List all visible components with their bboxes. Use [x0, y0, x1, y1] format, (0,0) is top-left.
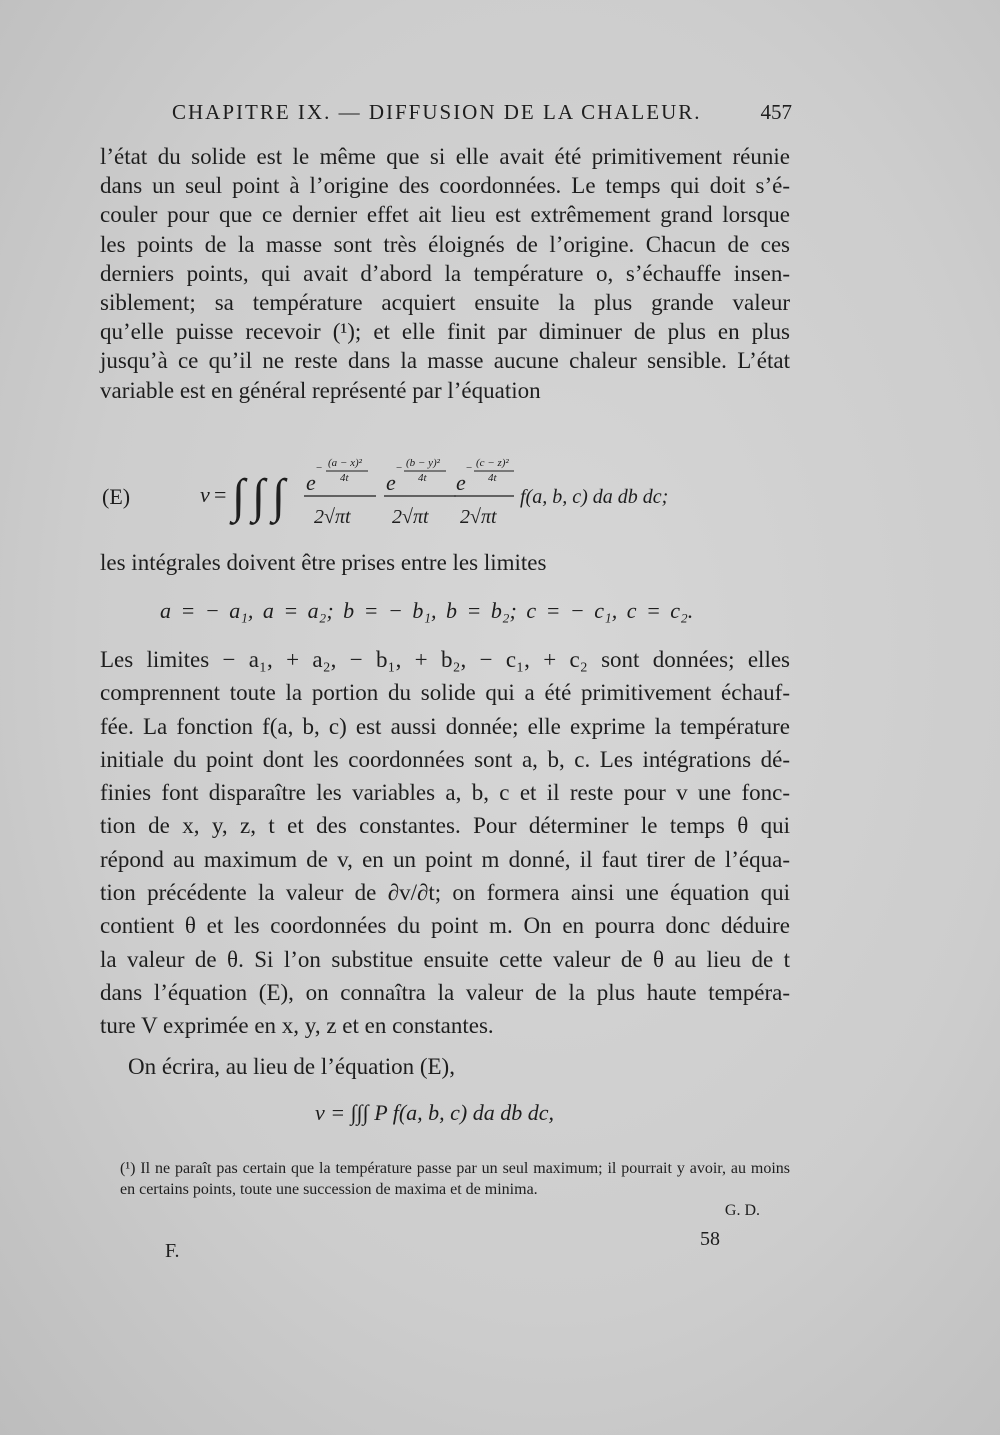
equation-v: v = ∫∫∫ P f(a, b, c) da db dc, — [315, 1100, 555, 1125]
paragraph-2 — [100, 548, 790, 577]
exp-base: e — [456, 470, 466, 495]
exp-numerator: (c − z)² — [476, 457, 509, 469]
text-line: les points de la masse sont très éloignés de l’origine. Chacun de ces — [100, 231, 790, 257]
footnote-text: (¹) Il ne paraît pas certain que la température passe par un seul maximum; il pourrait y avoir, au moins en certains points, toute une succession de maxima et de minima. — [120, 1160, 790, 1198]
text-line: initiale du point dont les coordonnées sont a, b, c. Les intégrations dé- — [100, 746, 790, 772]
text-line: couler pour que ce dernier effet ait lieu est extrêmement grand lorsque — [100, 202, 790, 228]
equation-tail: f(a, b, c) da db dc; — [520, 486, 669, 508]
exp-denominator: 4t — [418, 472, 427, 484]
exp-base: e — [306, 470, 316, 495]
text-line: On écrira, au lieu de l’équation (E), — [128, 1054, 455, 1079]
page-number: 457 — [760, 100, 792, 124]
text-line: siblement; sa température acquiert ensuite la plus grande valeur — [100, 290, 790, 316]
exp-base: e — [386, 470, 396, 495]
fraction-denominator: 2√πt — [392, 506, 429, 528]
text-line: comprennent toute la portion du solide qui a été primitivement échauf- — [100, 680, 790, 706]
equals-sign: = — [214, 482, 227, 507]
text-line: tion de x, y, z, t et des constantes. Pour déterminer le temps θ qui — [100, 813, 790, 839]
text-line: répond au maximum de v, en un point m donné, il faut tirer de l’équa- — [100, 846, 790, 872]
text-line: jusqu’à ce qu’il ne reste dans la masse aucune chaleur sensible. L’état — [100, 348, 790, 374]
text-line: finies font disparaître les variables a, b, c et il reste pour v une fonc- — [100, 780, 790, 806]
equation-e — [100, 450, 800, 530]
text-line: la valeur de θ. Si l’on substitue ensuite cette valeur de θ au lieu de t — [100, 946, 790, 972]
text-line: tion précédente la valeur de ∂v/∂t; on formera ainsi une équation qui — [100, 880, 790, 906]
text-line: contient θ et les coordonnées du point m. On en pourra donc déduire — [100, 913, 790, 939]
text-line: les intégrales doivent être prises entre les limites — [100, 550, 547, 575]
footnote-signature: G. D. — [724, 1202, 760, 1219]
text-line: fée. La fonction f(a, b, c) est aussi donnée; elle exprime la température — [100, 713, 790, 739]
integration-limits: a = − a₁, a = a₂; b = − b₁, b = b₂; c = − c₁, c = c₂. — [160, 598, 694, 623]
footnote — [120, 1158, 790, 1221]
paragraph-4 — [100, 1052, 790, 1081]
text-line: derniers points, qui avait d’abord la température o, s’échauffe insen- — [100, 260, 790, 286]
paragraph-3 — [100, 643, 790, 1043]
text-line: qu’elle puisse recevoir (¹); et elle finit par diminuer de plus en plus — [100, 319, 790, 345]
text-line: dans un seul point à l’origine des coordonnées. Le temps qui doit s’é- — [100, 173, 790, 199]
exp-minus: − — [466, 462, 473, 474]
text-line: dans l’équation (E), on connaîtra la valeur de la plus haute tempéra- — [100, 979, 790, 1005]
integral-sign: ∫ — [252, 470, 266, 523]
exp-denominator: 4t — [488, 472, 497, 484]
equation-tag: (E) — [102, 484, 131, 509]
text-line: ture V exprimée en x, y, z et en constantes. — [100, 1013, 494, 1039]
sheet-number: 58 — [700, 1228, 720, 1250]
paragraph-1 — [100, 142, 790, 405]
fraction-denominator: 2√πt — [460, 506, 497, 528]
running-header — [172, 100, 792, 125]
exp-minus: − — [316, 462, 323, 474]
integral-sign: ∫ — [232, 470, 246, 523]
exp-minus: − — [396, 462, 403, 474]
equation-lhs: v — [200, 482, 210, 507]
text-line: Les limites − a₁, + a₂, − b₁, + b₂, − c₁, + c₂ sont données; elles — [100, 647, 790, 672]
integral-sign: ∫ — [272, 470, 286, 523]
exp-numerator: (b − y)² — [406, 457, 440, 469]
equation-e-formula — [100, 450, 800, 530]
exp-numerator: (a − x)² — [328, 457, 362, 469]
chapter-title: CHAPITRE IX. — DIFFUSION DE LA CHALEUR. — [172, 100, 702, 124]
signature-mark: F. — [165, 1240, 180, 1262]
text-line: l’état du solide est le même que si elle avait été primitivement réunie — [100, 144, 790, 169]
fraction-denominator: 2√πt — [314, 506, 351, 528]
exp-denominator: 4t — [340, 472, 349, 484]
text-line: variable est en général représenté par l’équation — [100, 377, 541, 403]
